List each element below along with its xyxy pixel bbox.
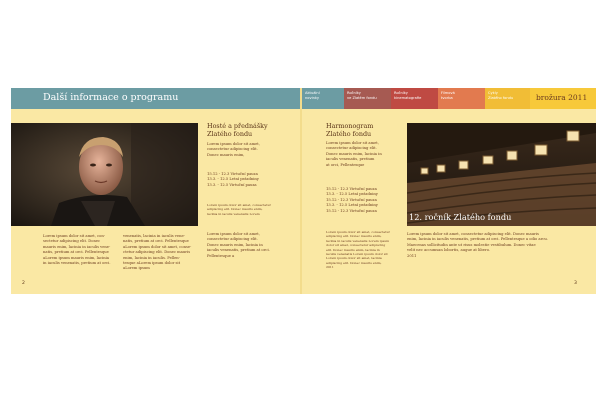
left-body-col2: venenatis, lacinia in iaculis vene- natis, pretium at orci. Pellentesque aLorem ipsum dolor sit amet, conse- ctetur adipiscing elit. Donec mauris enim, lacinia in iaculis. Pellen- tesque aLorem ipsum dolor sit aLorem ipsum (123, 234, 192, 271)
portrait-image (11, 123, 198, 226)
brochure-spread (11, 88, 596, 294)
guests-intro: Lorem ipsum dolor sit amet, consectetur adipiscing elit. Donec mauris enim, (207, 142, 260, 157)
portrait-photo (11, 123, 198, 226)
section-heading-guests: Hosté a přednášky Zlatého fondu (207, 122, 268, 138)
section-heading-schedule: Harmonogram Zlatého fondu (326, 122, 374, 138)
guests-small-text: Lorem ipsum dolor sit amet, consectetur adipiscing elit. Donec mauris enim, lacinia in iaculis venenatis Lorem (207, 203, 271, 216)
page-number-left: 2 (22, 281, 25, 286)
tab-aktualni-novinky[interactable] (302, 88, 344, 109)
page-number-right: 3 (574, 281, 577, 286)
page-title: Další informace o programu (43, 92, 179, 103)
gallery-photo (407, 123, 596, 226)
schedule-intro: Lorem ipsum dolor sit amet, consectetur adipiscing elit. Donec mauris enim, lacinia in iaculis venenatis, pretium at orci, Pellentesque (326, 141, 382, 167)
tab-rocniky-zlaty-fond[interactable] (344, 88, 391, 109)
tab-cykly[interactable] (485, 88, 530, 109)
guests-schedule: 15.12 - 12.3 Virtuční pauza 13.3. - 12.5 Letní prázdniny 13.3. - 12.5 Virtuční pauza (207, 172, 259, 187)
gallery-image (407, 123, 596, 226)
schedule-list: 15.12 - 12.3 Virtuční pauza 13.3. - 12.5 Letní prázdniny 15.12 - 12.3 Virtuční pauza 13.3. - 12.5 Letní prázdniny 15.12 - 12.3 Virtuční pauza (326, 187, 378, 213)
guests-body: Lorem ipsum dolor sit amet, consectetur adipiscing elit. Donec mauris enim, lacinia in iaculis venenatis, pretium at orci. Pellentesque a (207, 232, 270, 258)
caption-body: Lorem ipsum dolor sit amet, consectetur adipiscing elit. Donec mauris enim, lacinia in iaculis venenatis, pretium at orci. Pellentesque a odio arcu. Maecenas sollicitudin ante ut risus molestie vestibulum. Donec vitae velit nec accumsan lobortis, augue at libero. 2011 (407, 232, 548, 258)
tab-label: Cykly Zlatého fondu (488, 91, 514, 100)
page-gutter (300, 88, 302, 294)
caption-title: 12. ročník Zlatého fondu (409, 212, 512, 222)
tab-label: Aktuální novinky (305, 91, 320, 100)
tab-filmova-tvorba[interactable] (438, 88, 485, 109)
tab-label: Ročníky ve Zlatém fondu (347, 91, 377, 100)
tab-rocniky-kinematografie[interactable] (391, 88, 438, 109)
tab-label: Filmová tvorba (441, 91, 455, 100)
schedule-small-text: Lorem ipsum dolor sit amet, consectetur adipiscing elit. Donec mauris enim, lacinia in iaculis venenatis Lorem ipsum dolor sit amet, consectetur adipiscing elit. Donec mauris enim, lacinia in iaculis venenatis Lorem ipsum dolor sit Lorem ipsum dolor sit amet, lacinia adipiscing elit. Donec mauris enim, 2011 (326, 230, 390, 270)
left-body-col1: Lorem ipsum dolor sit amet, con- sectetur adipiscing elit. Donec mauris enim, lacinia in iaculis vene- natis, pretium at orci. Pellentesque aLorem ipsum mauris enim, lacinia in iaculis venenatis, pretium at orci. (43, 234, 111, 266)
brochure-year-tag: brožura 2011 (530, 88, 596, 109)
tab-label: Ročníky kinematografie (394, 91, 422, 100)
